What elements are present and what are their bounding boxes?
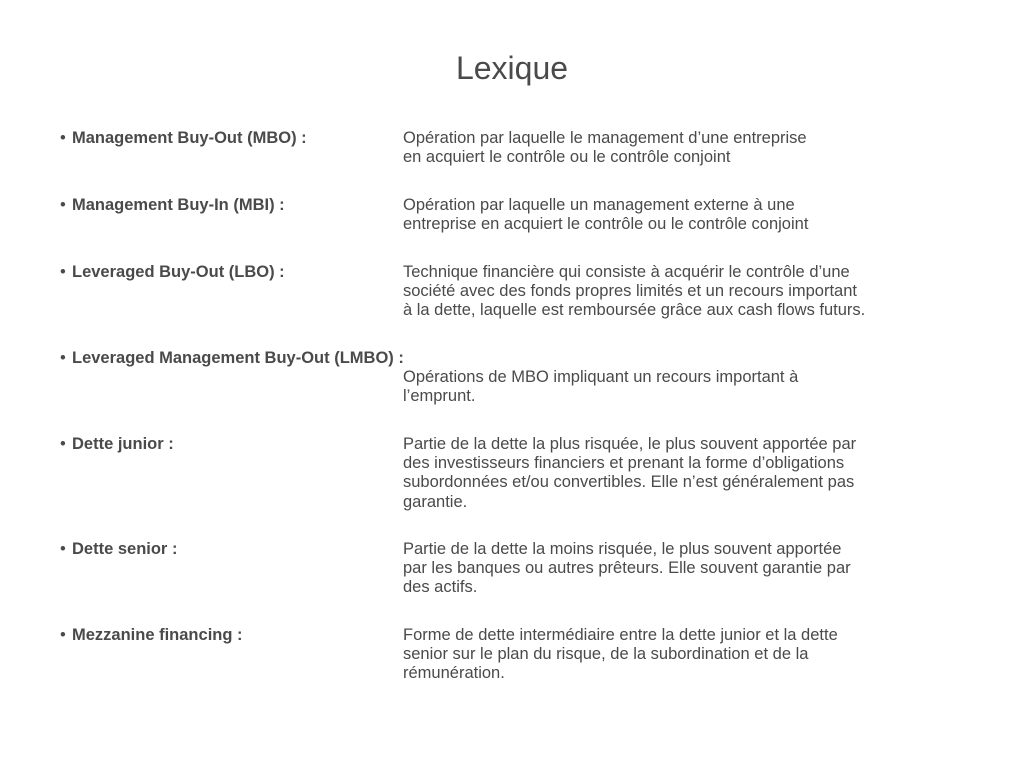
page-title: Lexique [455,50,569,86]
definition-line: garantie. [403,492,468,511]
definition-line: société avec des fonds propres limités et un recours important [403,282,857,301]
definition-line: par les banques ou autres prêteurs. Elle souvent garantie par [403,559,851,578]
definition-line: à la dette, laquelle est remboursée grâce aux cash flows futurs. [403,301,866,320]
definition-line: subordonnées et/ou convertibles. Elle n’est généralement pas [403,473,855,492]
glossary-entry-mbo [60,129,980,167]
term-label: Mezzanine financing : [72,626,243,644]
definition-line: Partie de la dette la moins risquée, le plus souvent apportée [403,540,842,558]
definition [403,540,968,598]
definition-line: l’emprunt. [403,387,476,406]
term-label: Leveraged Management Buy-Out (LMBO) : [72,349,404,367]
glossary-entry-dette-junior [60,435,980,512]
definition-line: des investisseurs financiers et prenant la forme d’obligations [403,454,845,473]
glossary-entry-mbi [60,196,980,234]
definition-line: entreprise en acquiert le contrôle ou le contrôle conjoint [403,215,809,234]
bullet: • [60,349,66,367]
glossary-entry-lmbo [60,349,980,407]
definition [403,129,968,167]
term-label: Dette senior : [72,540,178,558]
definition [403,196,968,234]
bullet: • [60,435,66,453]
definition-line: Opération par laquelle un management externe à une [403,196,795,214]
definition [403,435,968,512]
definition-line: des actifs. [403,578,478,597]
bullet: • [60,540,66,558]
definition-line: senior sur le plan du risque, de la subordination et de la [403,645,809,664]
definition [403,626,968,684]
bullet: • [60,196,66,214]
definition [403,368,968,406]
term-label: Management Buy-In (MBI) : [72,196,285,214]
definition-line: Opération par laquelle le management d’une entreprise [403,129,807,147]
definition-line: Forme de dette intermédiaire entre la dette junior et la dette [403,626,838,644]
glossary-entry-dette-senior [60,540,980,598]
glossary-entry-mezzanine [60,626,980,684]
bullet: • [60,129,66,147]
definition-line: Partie de la dette la plus risquée, le plus souvent apportée par [403,435,857,453]
definition-line: Opérations de MBO impliquant un recours important à [403,368,799,387]
bullet: • [60,626,66,644]
term-label: Dette junior : [72,435,174,453]
glossary-entry-lbo [60,263,980,321]
definition-line: en acquiert le contrôle ou le contrôle conjoint [403,148,731,167]
term-label: Management Buy-Out (MBO) : [72,129,307,147]
definition-line: Technique financière qui consiste à acquérir le contrôle d’une [403,263,850,281]
definition [403,263,968,321]
term-label: Leveraged Buy-Out (LBO) : [72,263,285,281]
bullet: • [60,263,66,281]
definition-line: rémunération. [403,664,505,683]
